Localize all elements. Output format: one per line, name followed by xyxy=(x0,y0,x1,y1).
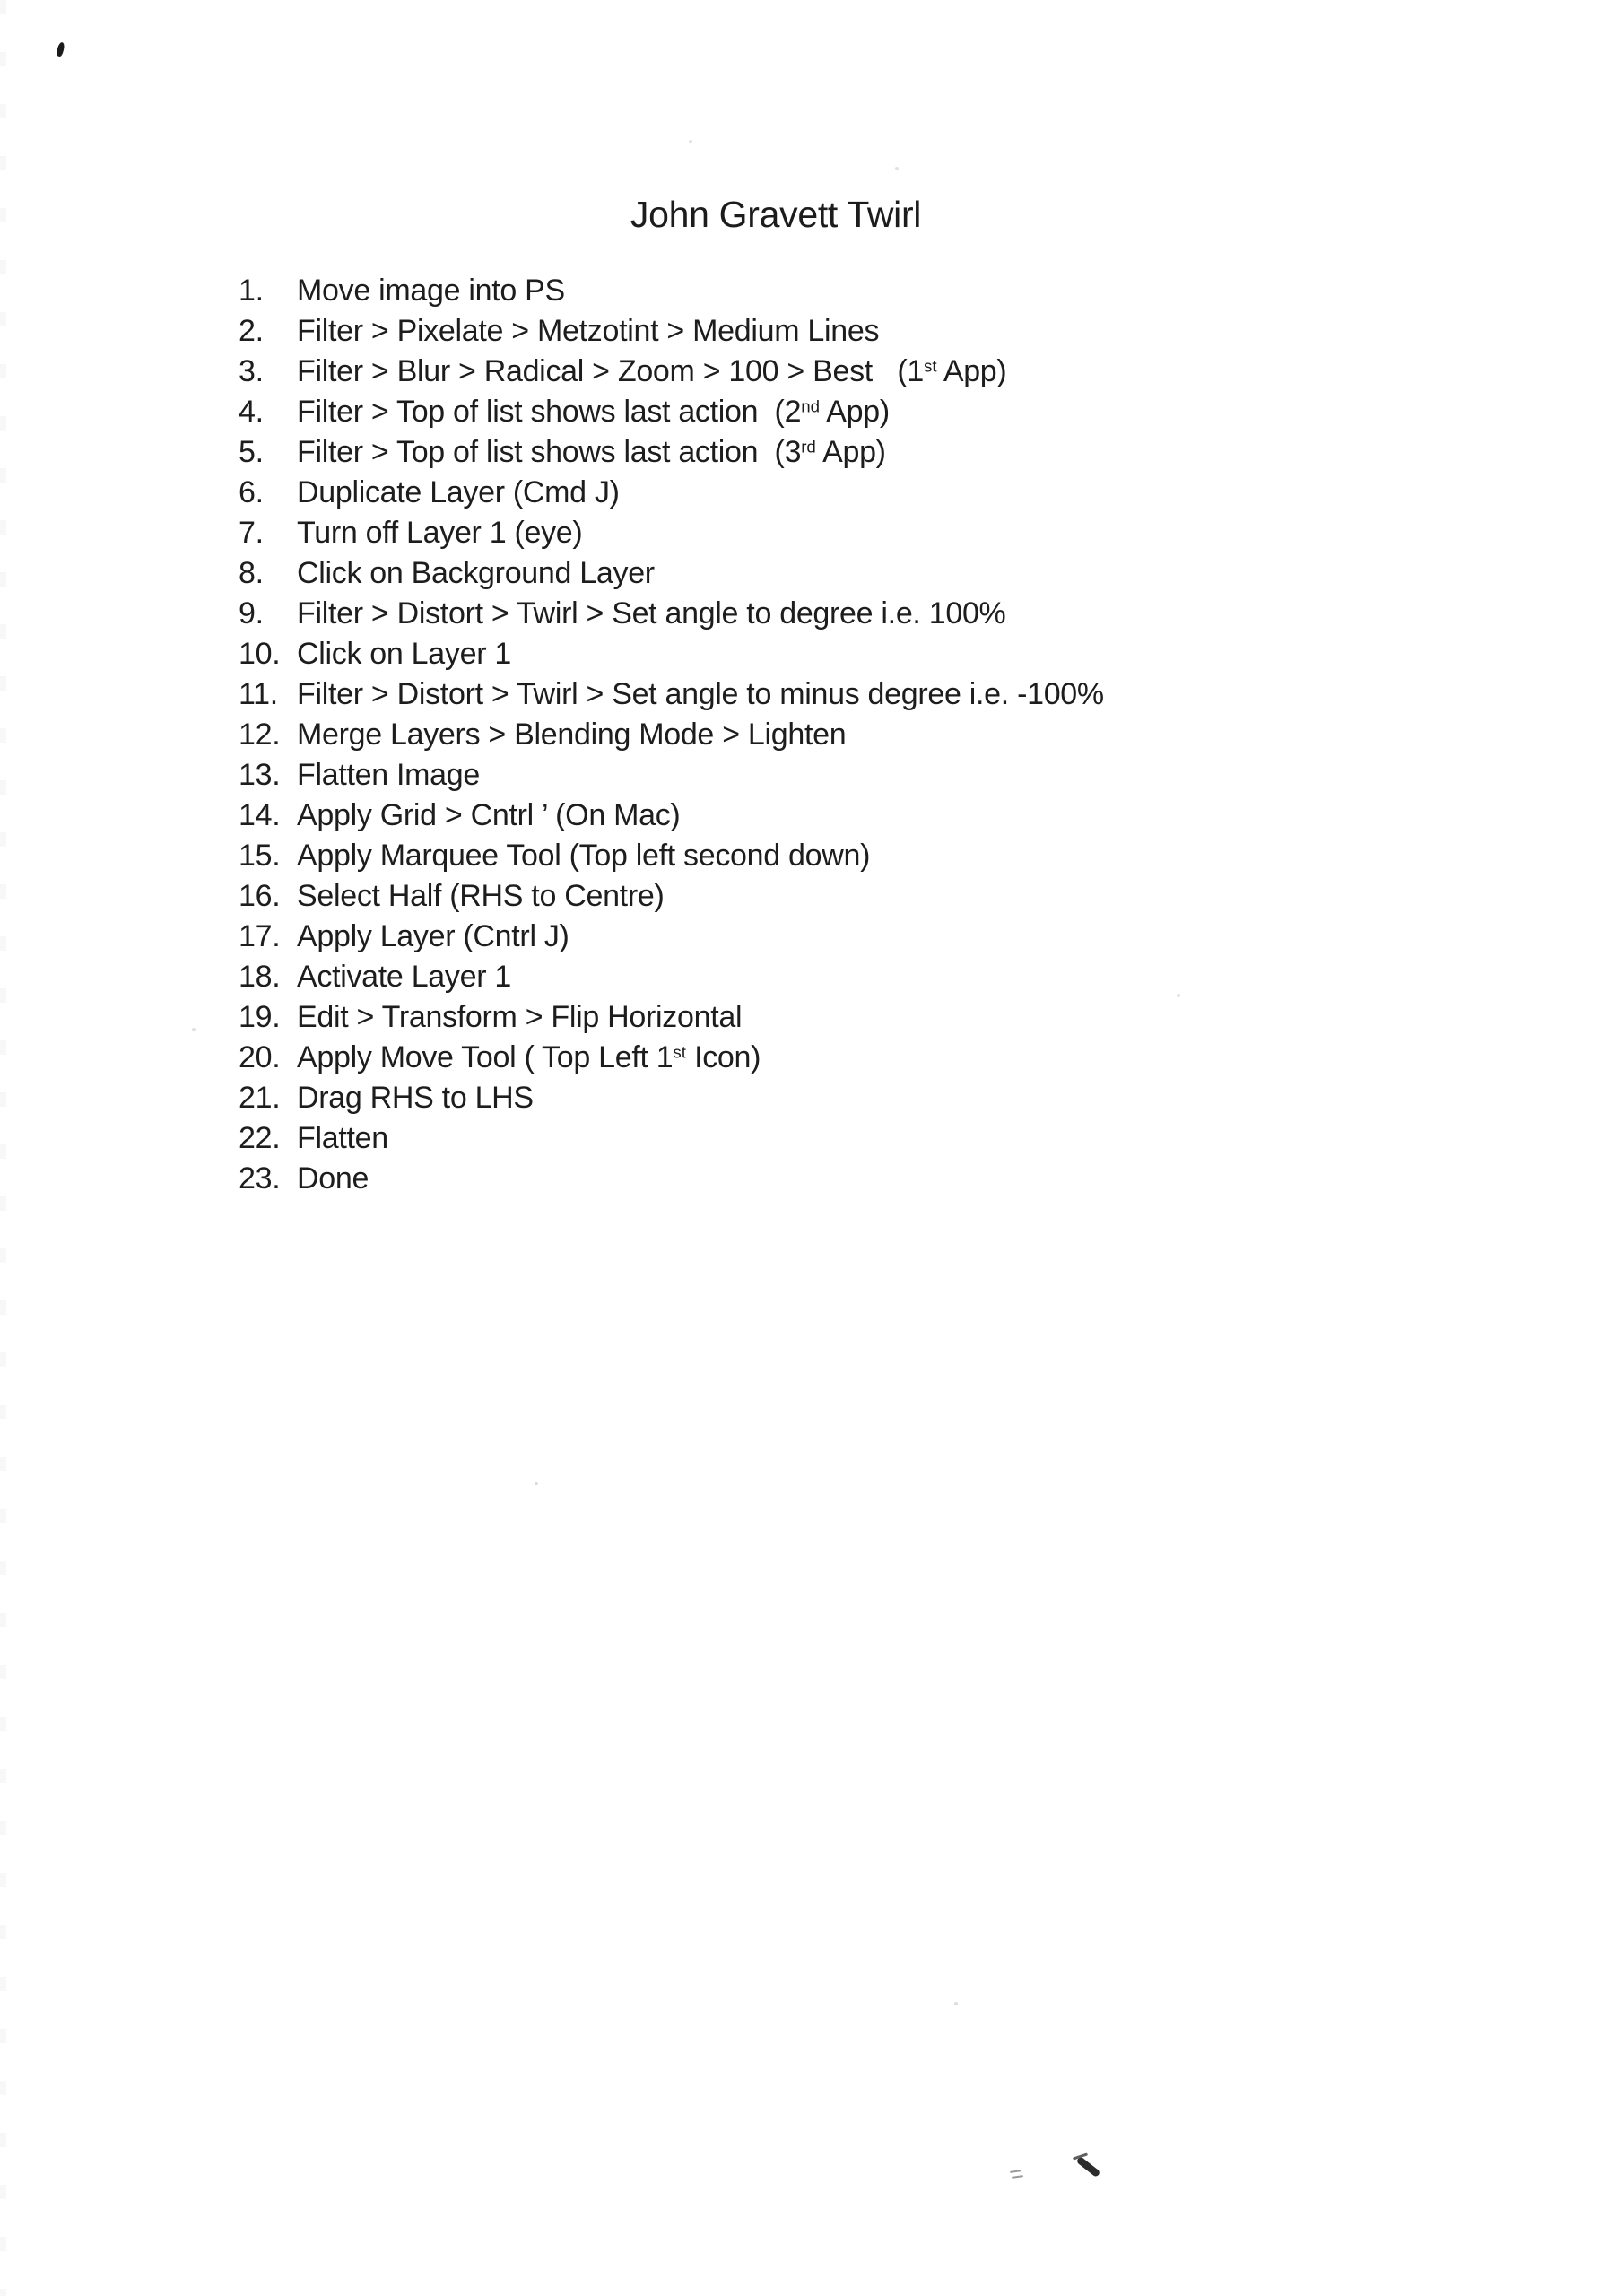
dust-speck xyxy=(192,1028,196,1031)
list-item xyxy=(239,473,1104,513)
list-item-number: 20. xyxy=(239,1040,281,1074)
list-item-number: 7. xyxy=(239,516,264,550)
list-item-number: 6. xyxy=(239,475,264,509)
apostrophe-speck-mark xyxy=(56,41,65,57)
list-item-number: 8. xyxy=(239,556,264,590)
list-item xyxy=(239,311,1104,352)
list-item-text: Filter > Distort > Twirl > Set angle to minus degree i.e. -100% xyxy=(297,677,1104,711)
list-item-text: Merge Layers > Blending Mode > Lighten xyxy=(297,718,847,752)
scanner-edge-streaks xyxy=(0,0,6,2296)
list-item-number: 5. xyxy=(239,435,264,469)
list-item xyxy=(239,392,1104,432)
list-item-text: Apply Marquee Tool (Top left second down) xyxy=(297,839,871,873)
list-item xyxy=(239,352,1104,392)
list-item xyxy=(239,1159,1104,1199)
list-item xyxy=(239,957,1104,997)
list-item-text: Flatten xyxy=(297,1121,388,1155)
list-item xyxy=(239,513,1104,553)
list-item-text: Move image into PS xyxy=(297,274,565,308)
list-item xyxy=(239,432,1104,473)
list-item-text: Click on Layer 1 xyxy=(297,637,511,671)
list-item-number: 19. xyxy=(239,1000,281,1034)
instruction-list xyxy=(239,271,1104,1199)
dust-speck xyxy=(895,167,899,170)
list-item xyxy=(239,917,1104,957)
dust-speck xyxy=(1177,994,1180,997)
list-item-text: Flatten Image xyxy=(297,758,480,792)
list-item-text: Filter > Top of list shows last action (2nd App) xyxy=(297,395,890,429)
list-item xyxy=(239,1118,1104,1159)
list-item-text: Done xyxy=(297,1161,369,1196)
list-item-number: 11. xyxy=(239,677,278,711)
list-item xyxy=(239,876,1104,917)
list-item-number: 16. xyxy=(239,879,281,913)
list-item-number: 22. xyxy=(239,1121,281,1155)
list-item xyxy=(239,755,1104,796)
list-item-number: 17. xyxy=(239,919,281,953)
list-item xyxy=(239,634,1104,674)
dust-speck xyxy=(954,2002,958,2005)
list-item xyxy=(239,1038,1104,1078)
list-item-text: Select Half (RHS to Centre) xyxy=(297,879,665,913)
list-item-number: 21. xyxy=(239,1081,281,1115)
list-item-number: 13. xyxy=(239,758,281,792)
list-item-text: Duplicate Layer (Cmd J) xyxy=(297,475,620,509)
list-item-number: 18. xyxy=(239,960,281,994)
list-item-number: 12. xyxy=(239,718,281,752)
list-item-number: 4. xyxy=(239,395,264,429)
list-item-text: Filter > Blur > Radical > Zoom > 100 > Best (1st App) xyxy=(297,354,1007,388)
list-item-text: Filter > Top of list shows last action (3rd App) xyxy=(297,435,886,469)
list-item-number: 9. xyxy=(239,596,264,631)
list-item xyxy=(239,796,1104,836)
list-item-number: 23. xyxy=(239,1161,281,1196)
double-dash-mark xyxy=(1010,2170,1021,2173)
double-dash-mark xyxy=(1012,2175,1023,2179)
list-item-number: 3. xyxy=(239,354,264,388)
list-item-text: Apply Layer (Cntrl J) xyxy=(297,919,569,953)
list-item-number: 14. xyxy=(239,798,281,832)
list-item-number: 2. xyxy=(239,314,264,348)
list-item xyxy=(239,715,1104,755)
list-item-text: Turn off Layer 1 (eye) xyxy=(297,516,583,550)
page-title: John Gravett Twirl xyxy=(630,194,922,235)
list-item-text: Apply Move Tool ( Top Left 1st Icon) xyxy=(297,1040,761,1074)
list-item-text: Filter > Pixelate > Metzotint > Medium Lines xyxy=(297,314,880,348)
list-item-text: Edit > Transform > Flip Horizontal xyxy=(297,1000,743,1034)
list-item xyxy=(239,836,1104,876)
list-item-text: Activate Layer 1 xyxy=(297,960,511,994)
list-item-number: 1. xyxy=(239,274,264,308)
list-item-text: Apply Grid > Cntrl ’ (On Mac) xyxy=(297,798,681,832)
list-item-text: Drag RHS to LHS xyxy=(297,1081,534,1115)
list-item xyxy=(239,594,1104,634)
list-item-number: 10. xyxy=(239,637,281,671)
list-item xyxy=(239,997,1104,1038)
pen-squiggle-mark xyxy=(1076,2156,1101,2178)
list-item-text: Click on Background Layer xyxy=(297,556,655,590)
list-item xyxy=(239,1078,1104,1118)
list-item-number: 15. xyxy=(239,839,281,873)
dust-speck xyxy=(535,1482,538,1485)
list-item-text: Filter > Distort > Twirl > Set angle to degree i.e. 100% xyxy=(297,596,1006,631)
list-item xyxy=(239,553,1104,594)
list-item xyxy=(239,674,1104,715)
list-item xyxy=(239,271,1104,311)
dust-speck xyxy=(689,140,692,144)
